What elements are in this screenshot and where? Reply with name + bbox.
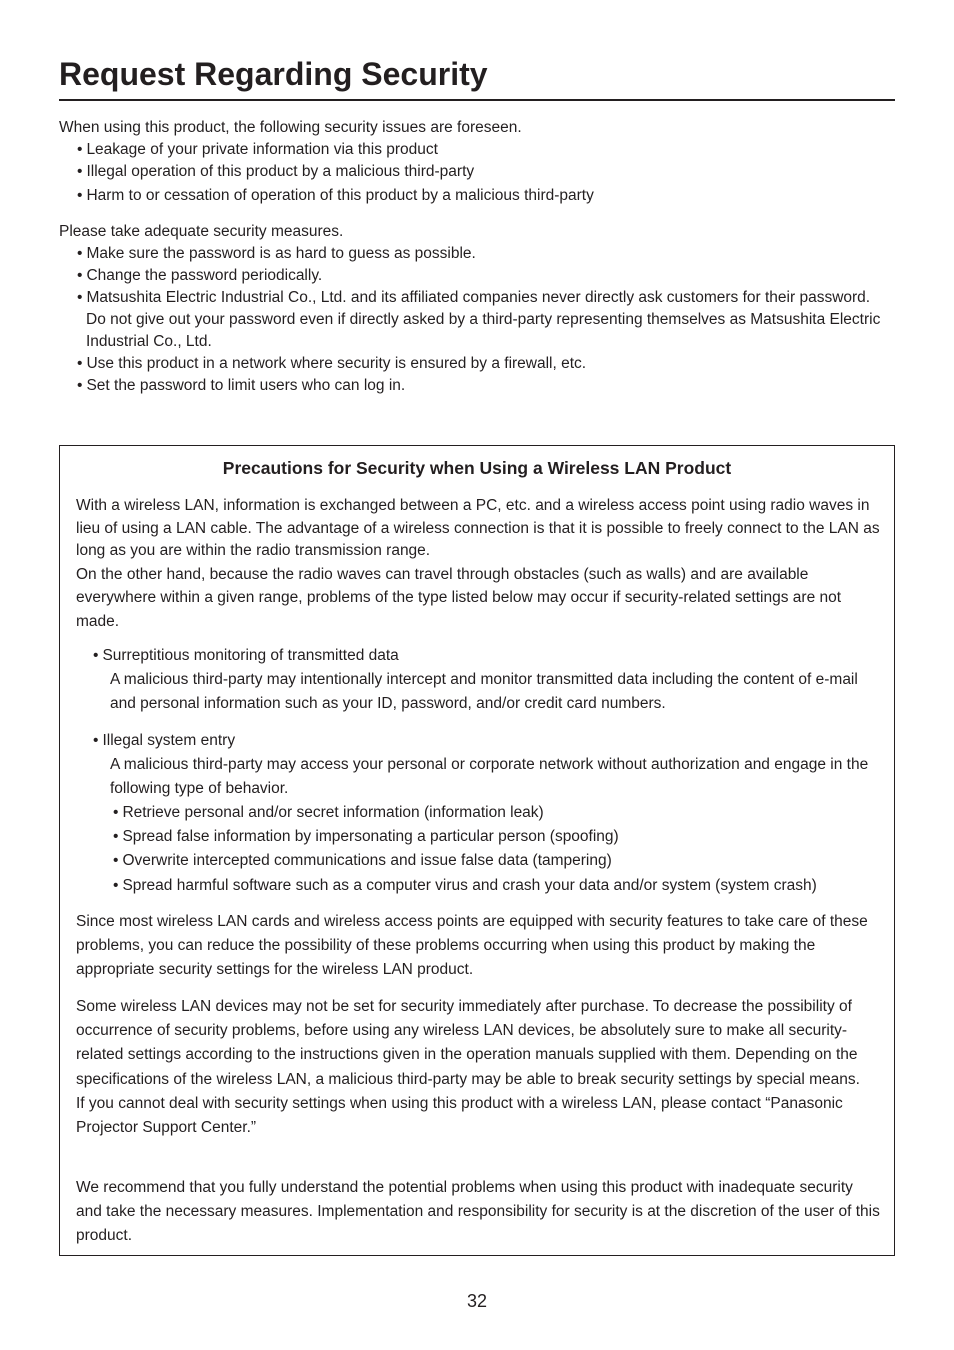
list-item: • Illegal operation of this product by a malicious third-party bbox=[77, 161, 895, 183]
list-item: • Overwrite intercepted communications and issue false data (tampering) bbox=[113, 849, 878, 873]
list-item: • Leakage of your private information via this product bbox=[77, 139, 895, 161]
threat-heading: • Illegal system entry bbox=[93, 729, 878, 753]
security-issues-section bbox=[59, 117, 895, 207]
list-item: • Spread harmful software such as a computer virus and crash your data and/or system (system crash) bbox=[113, 874, 878, 898]
list-item: • Retrieve personal and/or secret information (information leak) bbox=[113, 801, 878, 825]
measures-list bbox=[59, 243, 895, 397]
security-measures-section bbox=[59, 221, 895, 397]
behavior-list bbox=[93, 801, 878, 898]
settings-paragraph bbox=[76, 995, 882, 1140]
list-item: • Change the password periodically. bbox=[77, 265, 895, 287]
list-item: • Set the password to limit users who can log in. bbox=[77, 375, 895, 397]
paragraph: If you cannot deal with security settings when using this product with a wireless LAN, please contact “Panasonic Projector Support Center.” bbox=[76, 1094, 843, 1137]
wireless-intro bbox=[76, 495, 882, 633]
title-rule bbox=[59, 99, 895, 101]
paragraph: On the other hand, because the radio waves can travel through obstacles (such as walls) and are available everywhere within a given range, problems of the type listed below may occur if security-related settings are not made. bbox=[76, 565, 842, 630]
list-item: • Make sure the password is as hard to guess as possible. bbox=[77, 243, 895, 265]
threat-description: A malicious third-party may intentionally intercept and monitor transmitted data including the content of e-mail and personal information such as your ID, password, and/or credit card numbers. bbox=[110, 671, 858, 712]
paragraph: With a wireless LAN, information is exchanged between a PC, etc. and a wireless access point using radio waves in lieu of using a LAN cable. The advantage of a wireless connection is that it is possible to freely connect to the LAN as long as you are within the radio transmission range. bbox=[76, 497, 880, 559]
paragraph: Since most wireless LAN cards and wireless access points are equipped with security features to take care of these problems, you can reduce the possibility of these problems occurring when using this product by making the appropriate security settings for the wireless LAN product. bbox=[76, 913, 868, 979]
page-title: Request Regarding Security bbox=[59, 56, 488, 92]
threat-monitoring bbox=[93, 644, 878, 716]
page-number: 32 bbox=[466, 1291, 488, 1311]
threat-illegal-entry bbox=[93, 729, 878, 898]
list-item-note: Do not give out your password even if directly asked by a third-party representing themselves as Matsushita Electric Industrial Co., Ltd. bbox=[86, 311, 881, 350]
security-features-paragraph bbox=[76, 910, 882, 983]
threat-description: A malicious third-party may access your personal or corporate network without authorization and engage in the following type of behavior. bbox=[110, 756, 869, 797]
issues-list bbox=[59, 139, 895, 207]
box-title: Precautions for Security when Using a Wireless LAN Product bbox=[222, 458, 732, 478]
wireless-precautions-box bbox=[59, 445, 895, 1256]
recommendation-paragraph bbox=[76, 1176, 882, 1249]
issues-lead: When using this product, the following security issues are foreseen. bbox=[59, 119, 522, 136]
list-item: • Spread false information by impersonating a particular person (spoofing) bbox=[113, 825, 878, 849]
threat-heading: • Surreptitious monitoring of transmitted data bbox=[93, 644, 878, 668]
list-item: • Use this product in a network where security is ensured by a firewall, etc. bbox=[77, 353, 895, 375]
list-item: • Matsushita Electric Industrial Co., Ltd. and its affiliated companies never directly ask customers for their password. bbox=[77, 287, 895, 309]
measures-lead: Please take adequate security measures. bbox=[59, 223, 344, 240]
paragraph: Some wireless LAN devices may not be set for security immediately after purchase. To decrease the possibility of occurrence of security problems, before using any wireless LAN devices, be absolutely sure to make all security-related settings according to the instructions given in the operation manuals supplied with them. Depending on the specifications of the wireless LAN, a malicious third-party may be able to break security settings by special means. bbox=[76, 998, 860, 1088]
list-item: • Harm to or cessation of operation of this product by a malicious third-party bbox=[77, 185, 895, 207]
paragraph: We recommend that you fully understand the potential problems when using this product with inadequate security and take the necessary measures. Implementation and responsibility for security is at the discretion of the user of this product. bbox=[76, 1179, 880, 1245]
